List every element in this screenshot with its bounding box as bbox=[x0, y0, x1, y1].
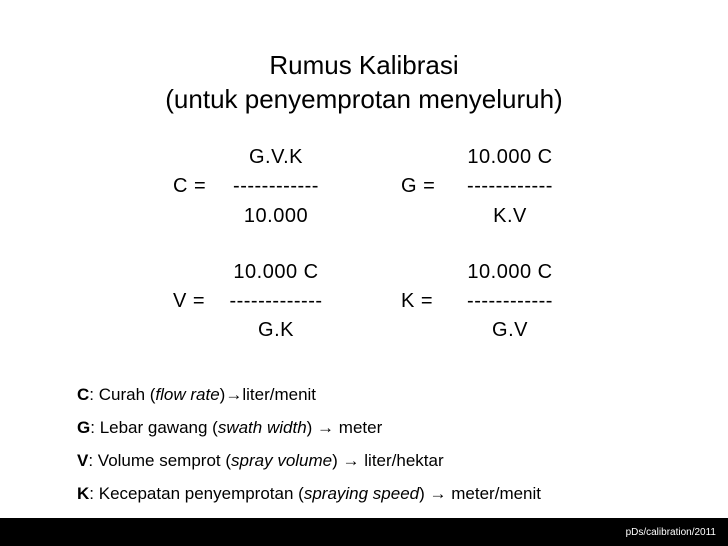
formula-k-numerator: 10.000 C bbox=[467, 261, 553, 283]
title-line-1: Rumus Kalibrasi bbox=[269, 50, 459, 80]
legend-item-k: K: Kecepatan penyemprotan (spraying speed) → meter/menit bbox=[77, 484, 542, 503]
footer-bar bbox=[0, 518, 728, 546]
formula-v-bar: ------------- bbox=[229, 290, 323, 312]
arrow-right-icon: → bbox=[337, 451, 365, 470]
formula-c-numerator: G.V.K bbox=[248, 146, 303, 168]
arrow-right-icon: → bbox=[225, 385, 243, 404]
legend-key: V bbox=[77, 451, 89, 470]
formula-k-denominator: G.V bbox=[492, 319, 528, 341]
formula-g-bar: ------------ bbox=[467, 175, 553, 197]
arrow-right-icon: → bbox=[424, 484, 452, 503]
legend-key: C bbox=[77, 385, 90, 404]
footer-text: pDs/calibration/2011 bbox=[625, 527, 716, 538]
legend-item-g: G: Lebar gawang (swath width) → meter bbox=[77, 418, 383, 437]
formula-v-label: V = bbox=[173, 290, 206, 312]
formula-c-denominator: 10.000 bbox=[243, 205, 309, 227]
title-line-2: (untuk penyemprotan menyeluruh) bbox=[165, 84, 563, 114]
formula-k-bar: ------------ bbox=[467, 290, 553, 312]
formula-g-denominator: K.V bbox=[493, 205, 527, 227]
formula-c-label: C = bbox=[173, 175, 207, 197]
legend-key: G bbox=[77, 418, 91, 437]
formula-v-denominator: G.K bbox=[258, 319, 294, 341]
legend-item-c: C: Curah (flow rate)→liter/menit bbox=[77, 385, 317, 404]
formula-g-label: G = bbox=[401, 175, 436, 197]
formula-k-label: K = bbox=[401, 290, 434, 312]
legend-key: K bbox=[77, 484, 90, 503]
formula-v-numerator: 10.000 C bbox=[233, 261, 319, 283]
formula-c-bar: ------------ bbox=[233, 175, 319, 197]
legend-item-v: V: Volume semprot (spray volume) → liter/hektar bbox=[77, 451, 444, 470]
arrow-right-icon: → bbox=[312, 418, 339, 437]
formula-g-numerator: 10.000 C bbox=[467, 146, 553, 168]
